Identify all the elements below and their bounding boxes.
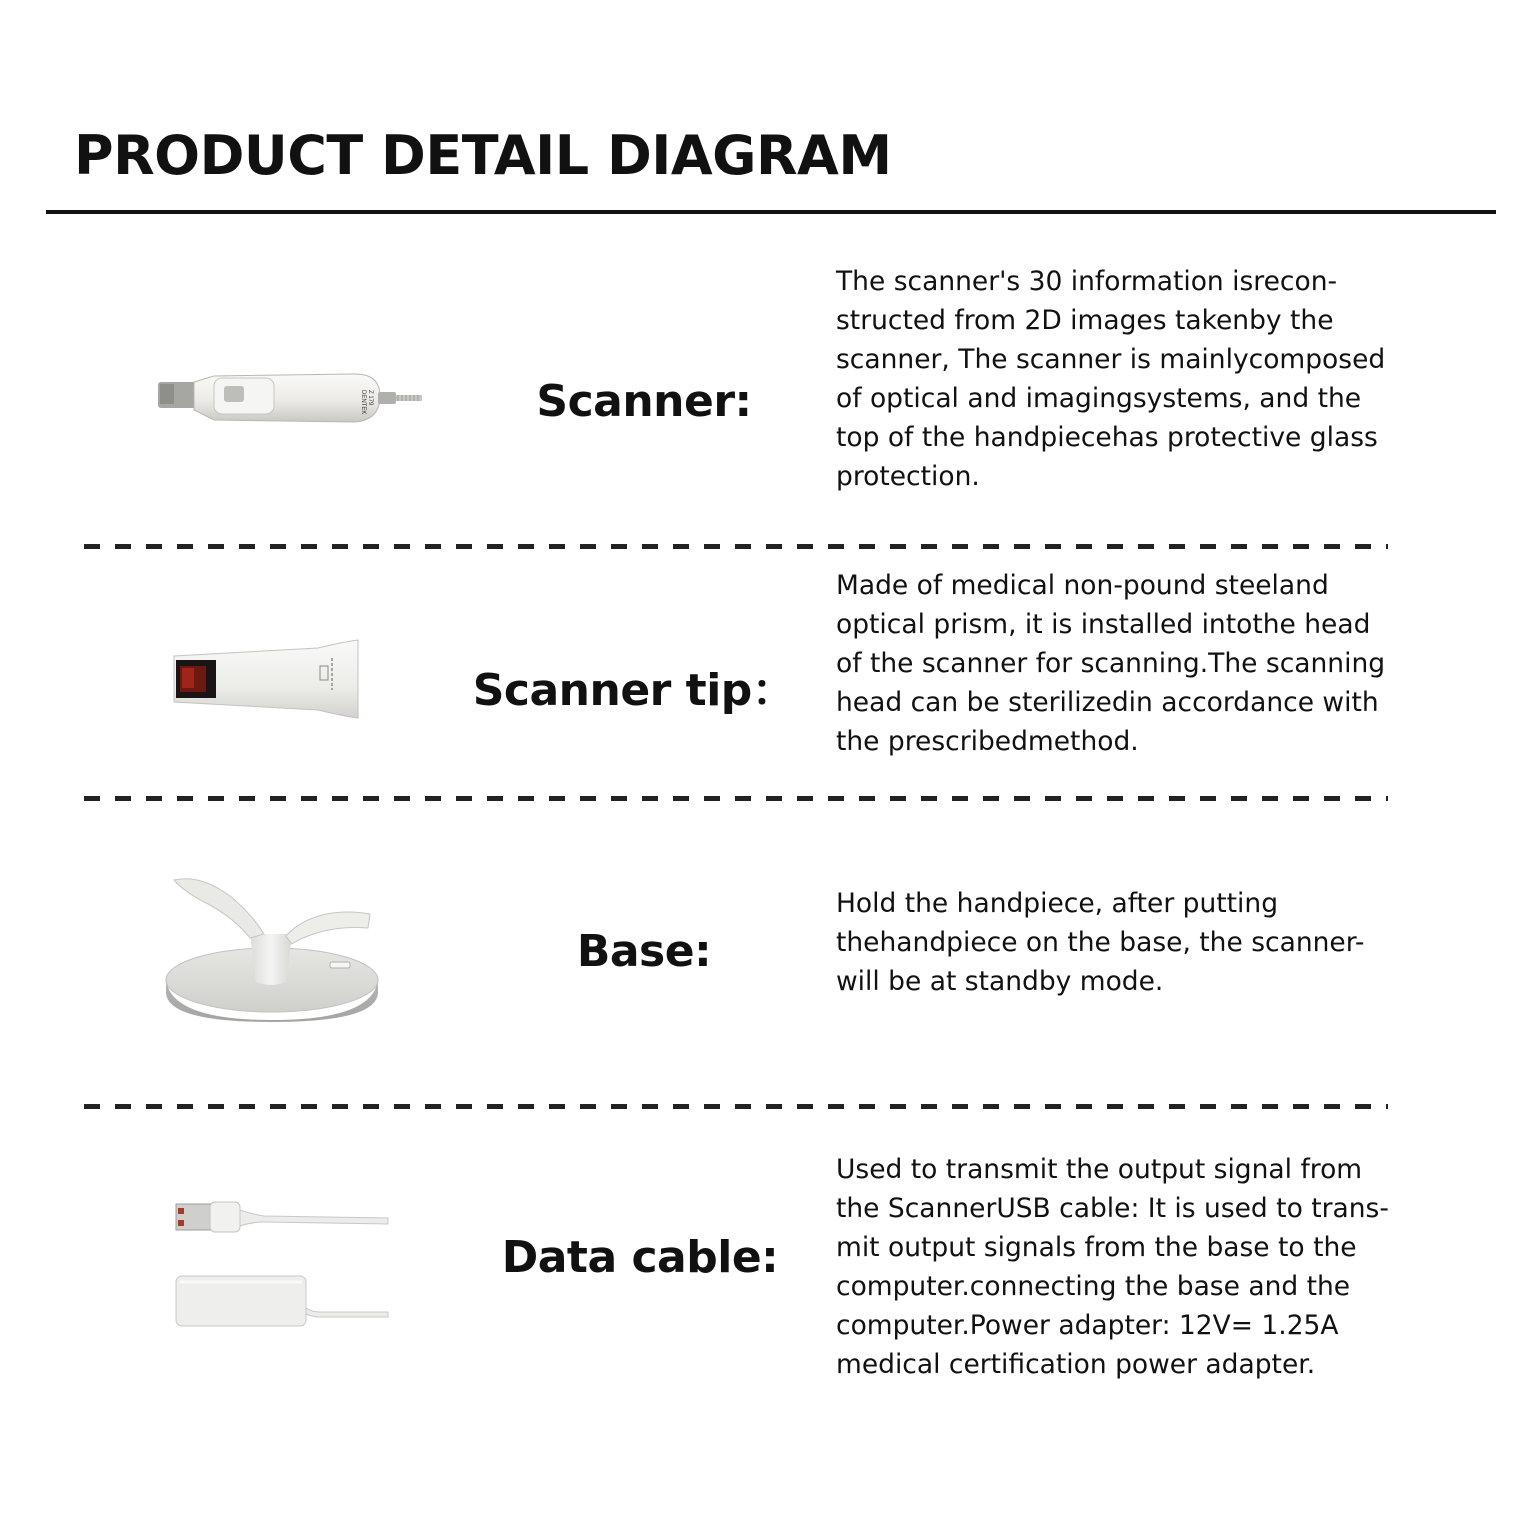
scanner-tip-description-line: head can be sterilizedin accordance with xyxy=(836,687,1379,718)
section-divider xyxy=(84,544,1388,549)
scanner-description-line: protection. xyxy=(836,461,980,492)
scanner-description-line: structed from 2D images takenby the xyxy=(836,305,1334,336)
data-cable-label: Data cable: xyxy=(501,1232,779,1283)
base-description-line: will be at standby mode. xyxy=(836,966,1164,997)
intraoral-scanner-handpiece-icon xyxy=(150,368,430,438)
data-cable-description-line: Used to transmit the output signal from xyxy=(836,1154,1363,1185)
section-divider xyxy=(84,1104,1388,1109)
base-description-line: Hold the handpiece, after putting xyxy=(836,888,1279,919)
scanner-description-line: top of the handpiecehas protective glass xyxy=(836,422,1378,453)
section-divider xyxy=(84,796,1388,801)
base-description-line: thehandpiece on the base, the scanner- xyxy=(836,927,1365,958)
base-description xyxy=(836,884,1396,1001)
title-underline xyxy=(46,210,1496,214)
scanner-base-cradle-icon xyxy=(160,872,390,1028)
data-cable-description-line: medical certification power adapter. xyxy=(836,1349,1316,1380)
scanner-tip-description-line: of the scanner for scanning.The scanning xyxy=(836,648,1386,679)
scanner-tip-label: Scanner tip： xyxy=(472,665,796,716)
data-cable-description xyxy=(836,1150,1396,1384)
data-cable-description-line: computer.Power adapter: 12V= 1.25A xyxy=(836,1310,1339,1341)
scanner-tip-description-line: Made of medical non-pound steeland xyxy=(836,570,1329,601)
data-cable-description-line: the ScannerUSB cable: It is used to trans- xyxy=(836,1193,1389,1224)
scanner-tip-icon xyxy=(168,636,368,722)
scanner-brand-text: DENTEK xyxy=(360,390,366,415)
scanner-tip-description xyxy=(836,566,1396,761)
scanner-description xyxy=(836,262,1396,496)
base-label: Base: xyxy=(576,926,712,977)
scanner-description-line: The scanner's 30 information isrecon- xyxy=(836,266,1338,297)
page-title: PRODUCT DETAIL DIAGRAM xyxy=(74,124,892,187)
usb-data-cable-icon xyxy=(168,1192,394,1332)
scanner-tip-description-line: the prescribedmethod. xyxy=(836,726,1139,757)
data-cable-description-line: mit output signals from the base to the xyxy=(836,1232,1357,1263)
data-cable-description-line: computer.connecting the base and the xyxy=(836,1271,1351,1302)
scanner-model-text: Z 179 xyxy=(367,390,373,406)
scanner-description-line: of optical and imagingsystems, and the xyxy=(836,383,1362,414)
scanner-tip-description-line: optical prism, it is installed intothe head xyxy=(836,609,1371,640)
scanner-label: Scanner: xyxy=(536,376,752,427)
scanner-description-line: scanner, The scanner is mainlycomposed xyxy=(836,344,1386,375)
